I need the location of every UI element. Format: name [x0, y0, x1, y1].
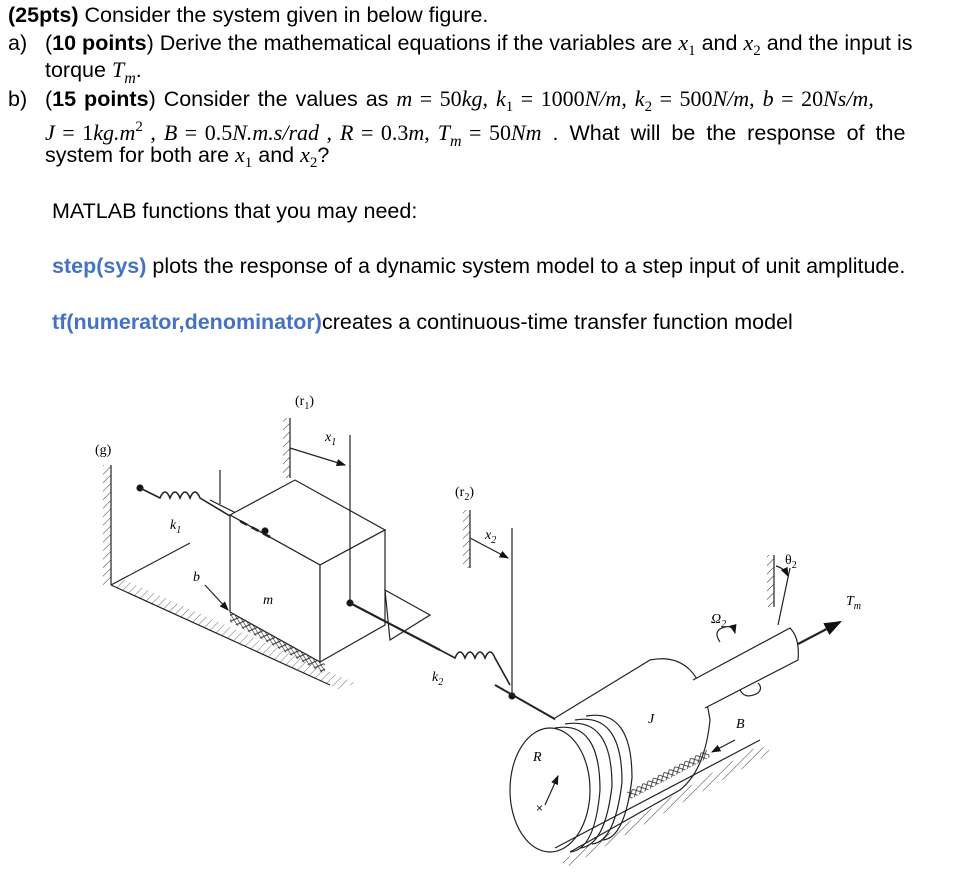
label-torque-text: T	[846, 594, 854, 609]
label-k2-sub: 2	[438, 676, 444, 688]
part-b-points: 15 points	[52, 87, 149, 111]
label-inertia: J	[648, 712, 655, 727]
spring-k1	[137, 485, 230, 516]
sep: ,	[621, 86, 627, 111]
label-theta-sub: 2	[791, 559, 797, 571]
param-J: J	[45, 120, 55, 145]
matlab-function-step	[52, 253, 905, 279]
part-b-text: ) Consider the values as	[148, 87, 397, 111]
label-ref1: $(r_1)$	[295, 394, 314, 412]
param-k2-value: = 500	[652, 86, 713, 111]
label-omega-sub: 2	[721, 618, 727, 630]
param-B-unit: N.m.s/rad	[232, 120, 319, 145]
label-ref1-text: (r	[295, 394, 305, 409]
param-B: B	[163, 120, 178, 145]
part-a-points: 10 points	[52, 31, 147, 55]
param-b-unit: Ns/m	[823, 86, 869, 111]
label-k1-text: k	[170, 518, 177, 533]
label-k1	[170, 518, 181, 536]
torque-text: torque	[45, 58, 112, 82]
label-theta-text: θ	[785, 553, 792, 568]
param-J-sup: 2	[135, 119, 143, 135]
param-m: m	[396, 86, 413, 111]
bearing-B-arrow	[712, 740, 735, 752]
param-b: b	[762, 86, 774, 111]
param-R-value: = 0.3	[353, 120, 409, 145]
label-theta	[785, 553, 797, 571]
and-text: and	[695, 31, 744, 55]
label-x2-sub: 2	[491, 534, 497, 546]
question-mark: ?	[317, 143, 330, 167]
param-B-value: = 0.5	[177, 120, 233, 145]
function-name-step: step(sys)	[52, 254, 147, 278]
part-b-line2-end: . What will be the response of the	[541, 121, 906, 145]
part-b-line3-text: system for both are	[45, 143, 235, 167]
torque-symbol: T	[111, 57, 125, 82]
param-k2-unit: N/m	[712, 86, 750, 111]
param-b-value: = 20	[773, 86, 824, 111]
sep: ,	[424, 120, 430, 145]
question-header	[8, 2, 488, 28]
label-bearing-B: B	[736, 717, 745, 732]
param-Tm-sub: m	[449, 133, 462, 150]
param-Tm: T	[437, 120, 450, 145]
damper-b-arrow	[205, 585, 228, 610]
param-k1: k	[495, 86, 506, 111]
torque-sub: m	[124, 70, 136, 87]
param-k1-unit: N/m	[584, 86, 622, 111]
param-k1-value: = 1000	[513, 86, 585, 111]
part-a-text: (10 points) Derive the mathematical equations if the variables are $x_1$ and $x_2$ and the input is	[45, 30, 913, 59]
header-text: Consider the system given in below figure.	[78, 3, 489, 27]
param-k2: k	[634, 86, 645, 111]
function-name-tf: tf(numerator,denominator)	[52, 310, 322, 334]
label-ref1-sub: 1	[304, 400, 310, 412]
matlab-heading: MATLAB functions that you may need:	[52, 199, 418, 223]
sep: ,	[868, 86, 874, 111]
label-torque	[846, 594, 861, 612]
label-mass: m	[263, 593, 274, 608]
part-a-text-body: ) Derive the mathematical equations if the variables are	[146, 31, 679, 55]
label-ref2-text: (r	[455, 485, 465, 500]
label-ref2: $(r_2)$	[455, 485, 474, 503]
total-points: (25pts)	[8, 3, 79, 27]
function-desc-tf: creates a continuous-time transfer function model	[321, 310, 793, 334]
label-k2	[432, 670, 443, 688]
period: .	[135, 58, 142, 82]
label-x1	[325, 430, 336, 448]
var-x2: x	[300, 142, 310, 167]
param-Tm-unit: Nm	[510, 120, 542, 145]
var-x1: x	[235, 142, 245, 167]
part-b-line3	[45, 142, 329, 176]
label-x1-text: x	[325, 430, 332, 445]
matlab-function-tf	[52, 309, 793, 335]
part-a-line1	[45, 30, 957, 64]
var-x2: x	[743, 30, 754, 55]
spring-k2	[440, 650, 560, 722]
param-Tm-value: = 50	[461, 120, 511, 145]
part-b-marker: b)	[8, 87, 28, 111]
var-x2-sub: 2	[309, 155, 318, 171]
label-k1-sub: 1	[176, 524, 182, 536]
shaft	[693, 622, 840, 708]
param-k2-sub: 2	[644, 99, 653, 115]
param-m-value: = 50	[412, 86, 462, 111]
param-m-unit: kg	[461, 86, 483, 111]
label-omega	[711, 612, 726, 630]
label-torque-sub: m	[853, 600, 862, 612]
var-x1: x	[678, 30, 689, 55]
var-x2-sub: 2	[753, 43, 761, 59]
label-ground: (g)	[95, 443, 112, 458]
param-J-value: = 1	[54, 120, 94, 145]
param-J-unit: kg.m	[93, 120, 136, 145]
mechanical-system-figure	[0, 360, 974, 888]
param-k1-sub: 1	[505, 99, 514, 115]
sep: ,	[749, 86, 755, 111]
svg-text:×: ×	[536, 801, 544, 815]
label-x2	[485, 528, 496, 546]
label-damper-b: b	[193, 570, 200, 585]
sep: ,	[482, 86, 488, 111]
param-R: R	[339, 120, 354, 145]
function-desc-step: plots the response of a dynamic system model to a step input of unit amplitude.	[146, 254, 906, 278]
sep: ,	[142, 120, 156, 145]
var-x1-sub: 1	[244, 155, 253, 171]
label-k2-text: k	[432, 670, 439, 685]
label-x1-sub: 1	[331, 436, 337, 448]
var-x1-sub: 1	[688, 43, 696, 59]
param-R-unit: m	[408, 120, 425, 145]
label-omega-text: Ω	[711, 612, 722, 627]
sep: ,	[319, 120, 332, 145]
label-x2-text: x	[485, 528, 492, 543]
part-a-marker: a)	[8, 31, 28, 55]
part-a-line1-end: and the input is	[760, 31, 913, 55]
part-b-line1: (15 points) Consider the values as m = 50kg, $k_1 = 1000N/m$, $k_2 = 500N/m$, b = 20Ns/m,	[45, 86, 874, 115]
label-radius: R	[533, 750, 542, 765]
label-ref2-sub: 2	[464, 491, 470, 503]
and-text: and	[252, 143, 301, 167]
